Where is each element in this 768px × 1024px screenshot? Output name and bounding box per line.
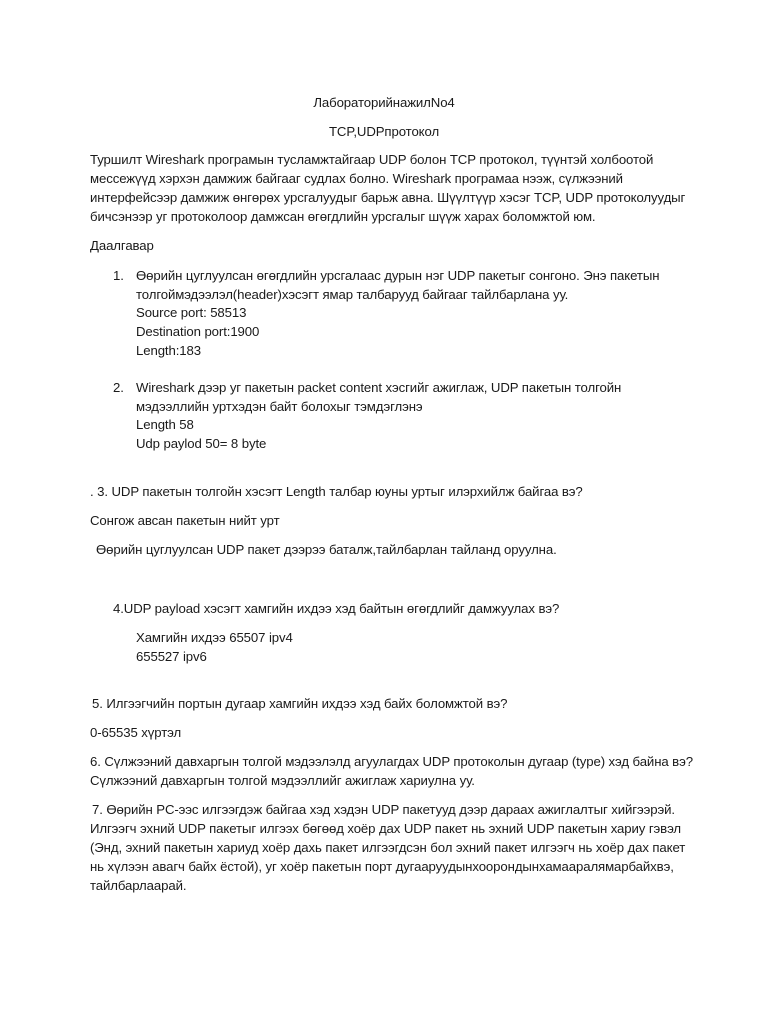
- question-text: 5. Илгээгчийн портын дугаар хамгийн ихдээ хэд байх боломжтой вэ?: [92, 696, 508, 711]
- answer-text: 655527 ipv6: [136, 649, 207, 664]
- answer-text: Length 58: [136, 417, 194, 432]
- answer-text: Source port: 58513: [136, 305, 247, 320]
- question-text: Өөрийн цуглуулсан өгөгдлийн урсгалаас дурын нэг UDP пакетыг сонгоно. Энэ пакетын: [136, 268, 660, 283]
- question-text: . 3. UDP пакетын толгойн хэсэгт Length талбар юуны уртыг илэрхийлж байгаа вэ?: [90, 484, 583, 499]
- answer-text: Length:183: [136, 343, 202, 358]
- answer-text: 0-65535 хүртэл: [90, 725, 182, 740]
- question-text: 6. Сүлжээний давхаргын толгой мэдээлэлд агуулагдах UDP протоколын дугаар (type) хэд байна вэ?: [90, 754, 693, 769]
- answer-text: Udp paylod 50= 8 byte: [136, 436, 267, 451]
- list-number: 2.: [113, 380, 124, 395]
- question-text: 7. Өөрийн PC-ээс илгээгдэж байгаа хэд хэдэн UDP пакетууд дээр дараах ажиглалтыг хийгээрэй.: [92, 802, 675, 817]
- page-subtitle: TCP,UDPпротокол: [328, 124, 440, 139]
- answer-text: Сонгож авсан пакетын нийт урт: [90, 513, 280, 528]
- answer-text: Destination port:1900: [136, 324, 260, 339]
- question-text: (Энд, эхний пакетын хариуд хоёр дахь пакет илгээгдсэн бол эхний пакет илгээгч нь хоёр дах пакет: [90, 840, 686, 855]
- question-text: нь хүлээн авагч байх ёстой), уг хоёр пакетын порт дугааруудынхоорондынхамааралямарбайхвэ,: [90, 859, 674, 874]
- answer-text: Хамгийн ихдээ 65507 ipv4: [136, 630, 293, 645]
- question-text: толгоймэдээлэл(header)хэсэгт ямар талбарууд байгааг тайлбарлана уу.: [136, 287, 569, 302]
- question-text: 4.UDP payload хэсэгт хамгийн ихдээ хэд байтын өгөгдлийг дамжуулах вэ?: [113, 601, 560, 616]
- question-text: Сүлжээний давхаргын толгой мэдээллийг ажиглаж хариулна уу.: [90, 773, 475, 788]
- list-number: 1.: [113, 268, 124, 283]
- note-text: Өөрийн цуглуулсан UDP пакет дээрээ баталж,тайлбарлан тайланд оруулна.: [96, 542, 557, 557]
- intro-line: Туршилт Wireshark програмын тусламжтайгаар UDP болон TCP протокол, түүнтэй холбоотой: [90, 152, 654, 167]
- intro-line: мессежүүд хэрхэн дамжиж байгааг судлах болно. Wireshark програмаа нээж, сүлжээний: [90, 171, 623, 186]
- question-text: тайлбарлаарай.: [90, 878, 187, 893]
- intro-line: интерфейсээр дамжиж өнгөрөх урсгалуудыг барьж авна. Шүүлтүүр хэсэг TCP, UDP протоколуудыг: [90, 190, 686, 205]
- question-text: мэдээллийн уртхэдэн байт болохыг тэмдэглэнэ: [136, 399, 423, 414]
- question-text: Wireshark дээр уг пакетын packet content хэсгийг ажиглаж, UDP пакетын толгойн: [136, 380, 622, 395]
- page-title: ЛабораторийнажилNo4: [313, 95, 455, 110]
- intro-line: бичсэнээр уг протоколоор дамжсан өгөгдлийн урсгалыг шүүж харах боломжтой юм.: [90, 209, 596, 224]
- task-heading: Даалгавар: [90, 238, 154, 253]
- question-text: Илгээгч эхний UDP пакетыг илгээх бөгөөд хоёр дах UDP пакет нь эхний UDP пакетын хариу гэвэл: [90, 821, 682, 836]
